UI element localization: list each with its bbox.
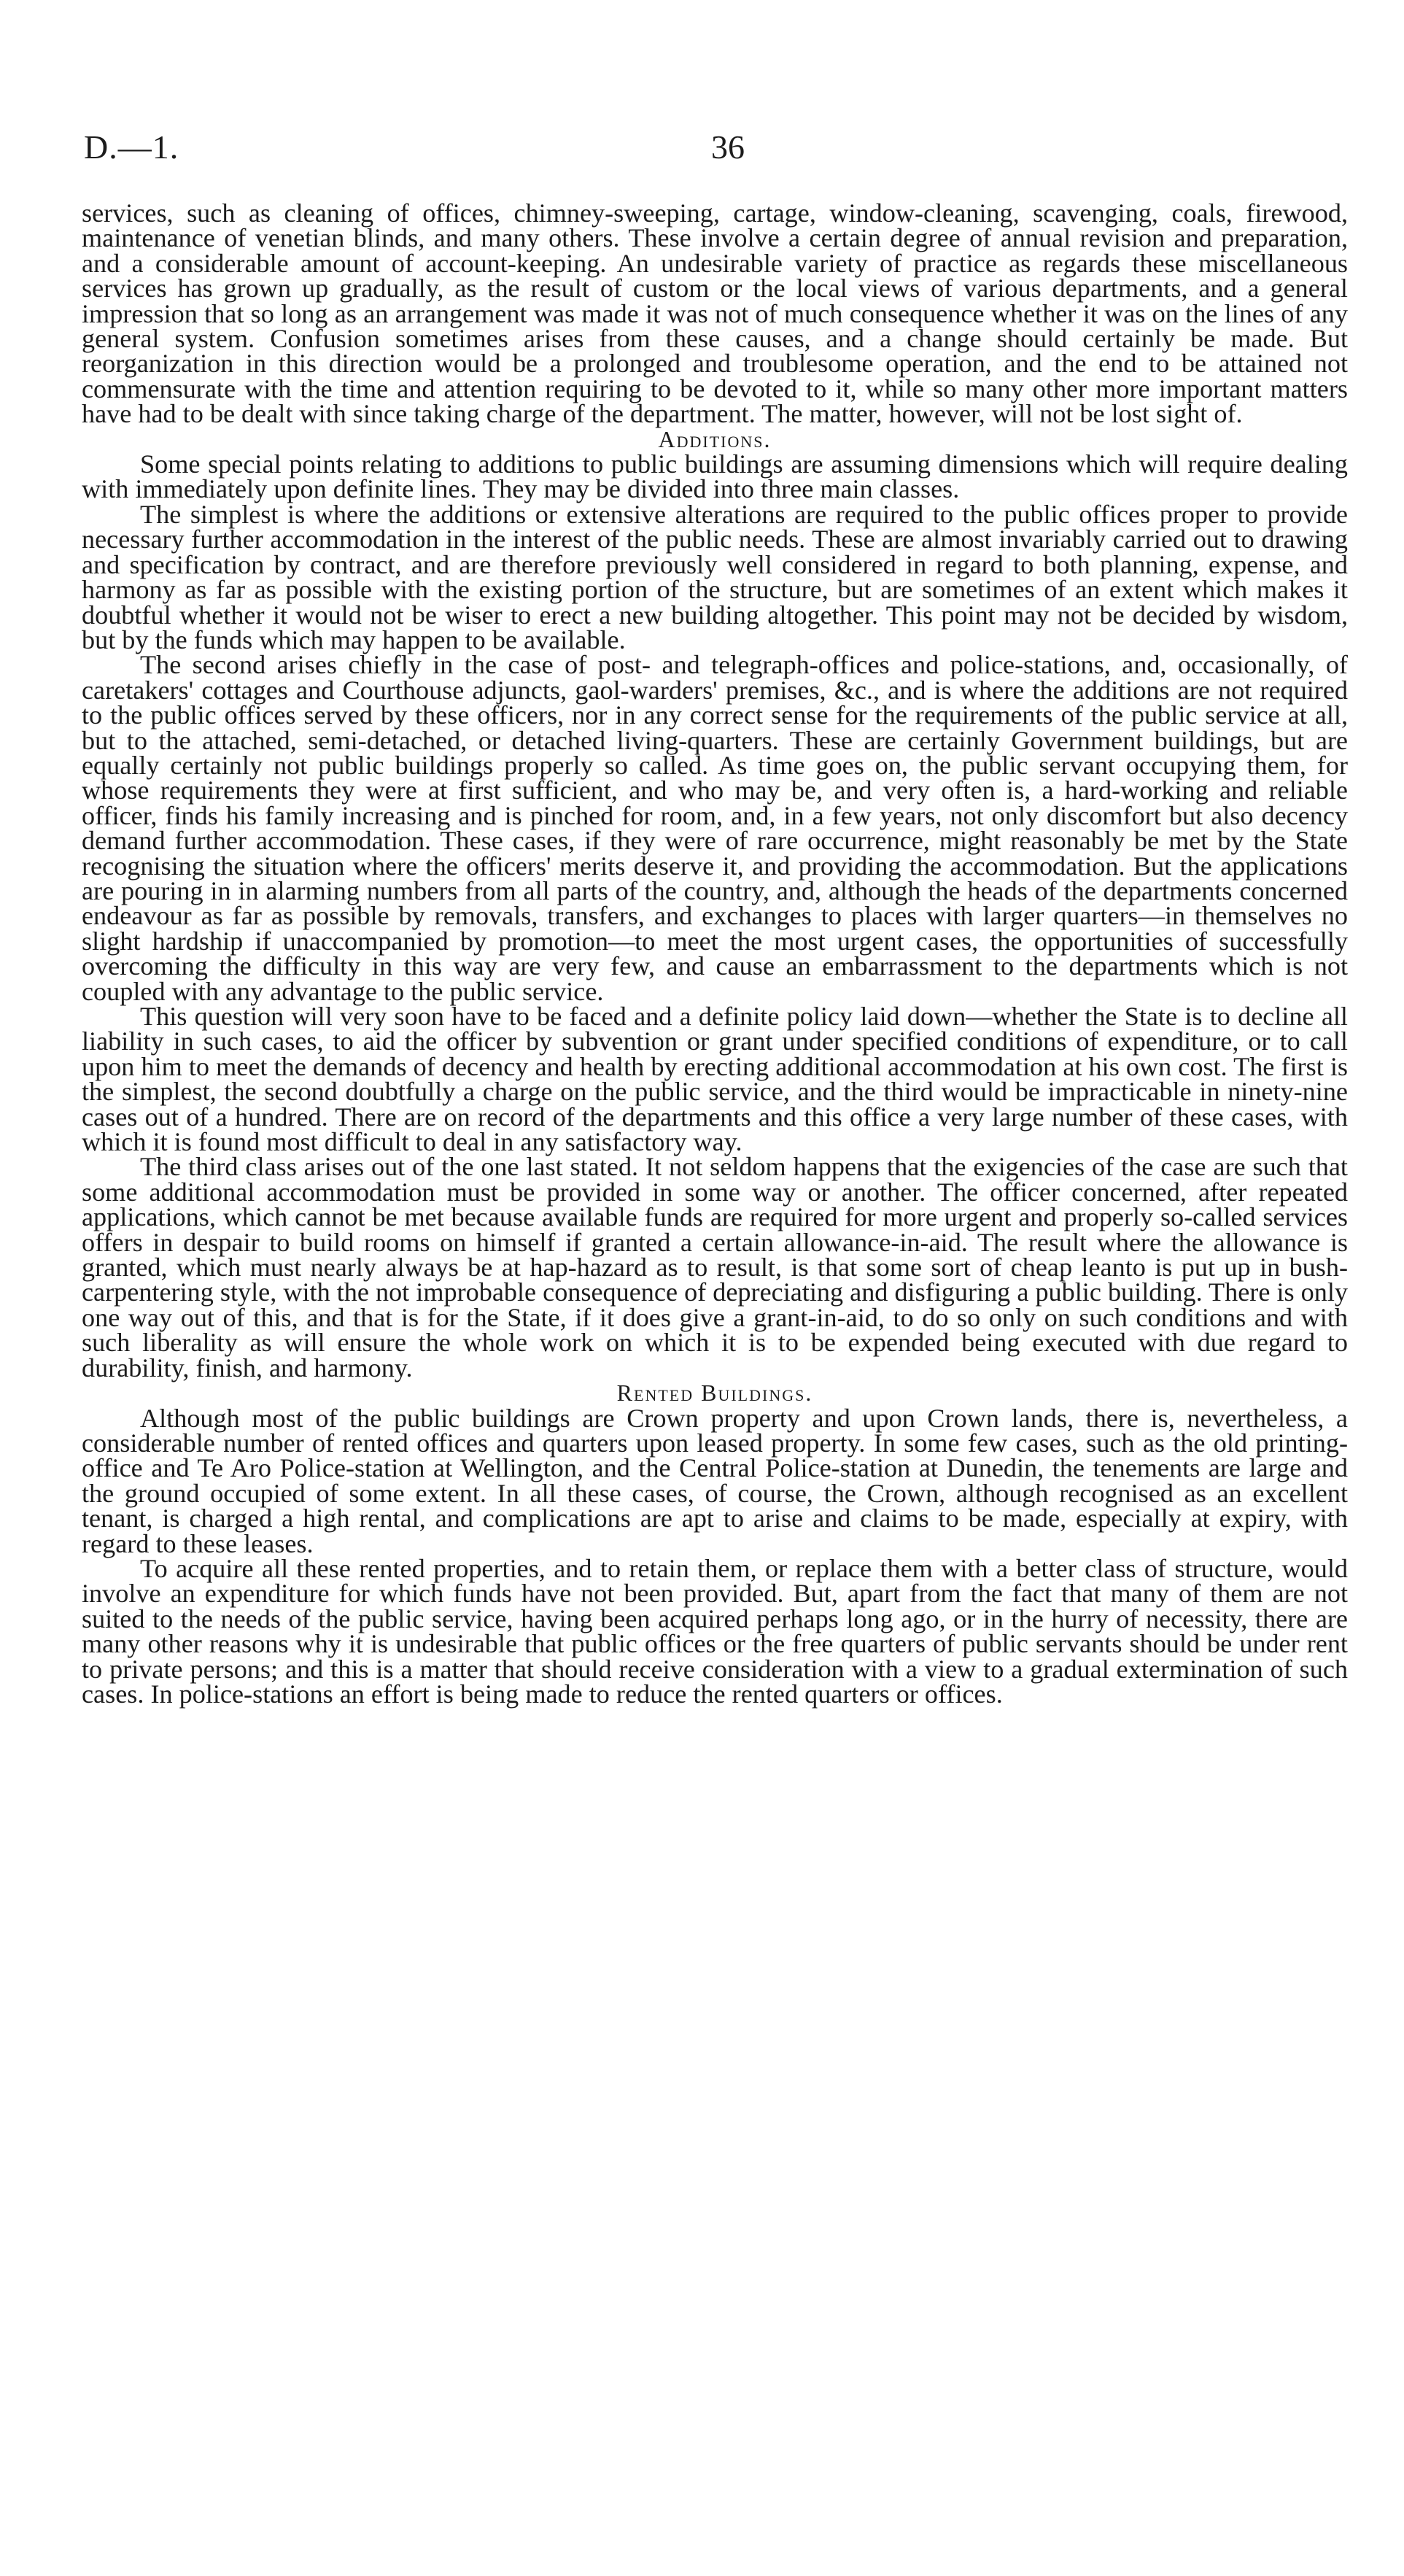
additions-paragraph-5: The third class arises out of the one last stated. It not seldom happens that the exigencies of the case are such that some additional accommodation must be provided in some way or another. The officer concerned, after repeated applications, which cannot be met because available funds are required for more urgent and properly so-called services offers in despair to build rooms on himself if granted a certain allowance-in-aid. The result where the allowance is granted, which must nearly always be at hap-hazard as to result, is that some sort of cheap leanto is put up in bush-carpentering style, with the not improbable consequence of depreciating and disfiguring a public building. There is only one way out of this, and that is for the State, if it does give a grant-in-aid, to do so only on such conditions and with such liberality as will ensure the whole work on which it is to be expended being executed with due regard to durability, finish, and harmony. [82, 1152, 1348, 1382]
rented-paragraph-2: To acquire all these rented properties, and to retain them, or replace them with a better class of structure, would involve an expenditure for which funds have not been provided. But, apart from the fact that many of them are not suited to the needs of the public service, having been acquired perhaps long ago, or in the hurry of necessity, there are many other reasons why it is undesirable that public offices or the free quarters of public servants should be under rent to private persons; and this is a matter that should receive consideration with a view to a gradual extermination of such cases. In police-stations an effort is being made to reduce the rented quarters or offices. [82, 1553, 1348, 1709]
additions-paragraph-2: The simplest is where the additions or extensive alterations are required to the public offices proper to provide necessary further accommodation in the interest of the public needs. These are almost invariably carried out to drawing and specification by contract, and are therefore previously well considered in regard to both planning, expense, and harmony as far as possible with the existing portion of the structure, but are sometimes of an extent which makes it doubtful whether it would not be wiser to erect a new building altogether. This point may not be decided by wisdom, but by the funds which may happen to be available. [82, 499, 1348, 654]
additions-paragraph-4: This question will very soon have to be faced and a definite policy laid down—whether the State is to decline all liability in such cases, to aid the officer by subvention or grant under specified conditions of expenditure, or to call upon him to meet the demands of decency and health by erecting additional accommodation at his own cost. The first is the simplest, the second doubtfully a charge on the public service, and the third would be impracticable in ninety-nine cases out of a hundred. There are on record of the departments and this office a very large number of these cases, with which it is found most difficult to deal in any satisfactory way. [82, 1002, 1348, 1157]
section-heading-additions: Additions. [658, 425, 772, 452]
page-header [84, 128, 1346, 171]
additions-paragraph-1: Some special points relating to additions to public buildings are assuming dimensions which will require dealing with immediately upon definite lines. They may be divided into three main classes. [82, 449, 1348, 504]
rented-paragraph-1: Although most of the public buildings are Crown property and upon Crown lands, there is, nevertheless, a considerable number of rented offices and quarters upon leased property. In some few cases, such as the old printing-office and Te Aro Police-station at Wellington, and the Central Police-station at Dunedin, the tenements are large and the ground occupied of some extent. In all these cases, of course, the Crown, although recognised as an excellent tenant, is charged a high rental, and complications are apt to arise and claims to be made, especially at expiry, with regard to these leases. [82, 1403, 1348, 1558]
additions-paragraph-3: The second arises chiefly in the case of post- and telegraph-offices and police-stations, and, occasionally, of caretakers' cottages and Courthouse adjuncts, gaol-warders' premises, &c., and is where the additions are not required to the public offices served by these officers, nor in any correct sense for the requirements of the public service at all, but to the attached, semi-detached, or detached living-quarters. These are certainly Government buildings, but are equally certainly not public buildings properly so called. As time goes on, the public servant occupying them, for whose requirements they were at first sufficient, and who may be, and very often is, a hard-working and reliable officer, finds his family increasing and is pinched for room, and, in a few years, not only discomfort but also decency demand further accommodation. These cases, if they were of rare occurrence, might reasonably be met by the State recognising the situation where the officers' merits deserve it, and providing the accommodation. But the applications are pouring in in alarming numbers from all parts of the country, and, although the heads of the departments concerned endeavour as far as possible by removals, transfers, and exchanges to places with larger quarters—in themselves no slight hardship if unaccompanied by promotion—to meet the most urgent cases, the opportunities of successfully overcoming the difficulty in this way are very few, and cause an embarrassment to the departments which is not coupled with any advantage to the public service. [82, 650, 1348, 1006]
section-heading-rented-buildings: Rented Buildings. [616, 1380, 813, 1407]
document-body [82, 198, 1348, 1709]
intro-paragraph: services, such as cleaning of offices, chimney-sweeping, cartage, window-cleaning, scavenging, coals, firewood, maintenance of venetian blinds, and many others. These involve a certain degree of annual revision and preparation, and a considerable amount of account-keeping. An undesirable variety of practice as regards these miscellaneous services has grown up gradually, as the result of custom or the local views of various departments, and a general impression that so long as an arrangement was made it was not of much consequence whether it was on the lines of any general system. Confusion sometimes arises from these causes, and a change should certainly be made. But reorganization in this direction would be a prolonged and troublesome operation, and the end to be attained not commensurate with the time and attention requiring to be devoted to it, while so many other more important matters have had to be dealt with since taking charge of the department. The matter, however, will not be lost sight of. [82, 198, 1348, 429]
page-number: 36 [711, 128, 745, 166]
document-reference: D.—1. [84, 128, 179, 166]
